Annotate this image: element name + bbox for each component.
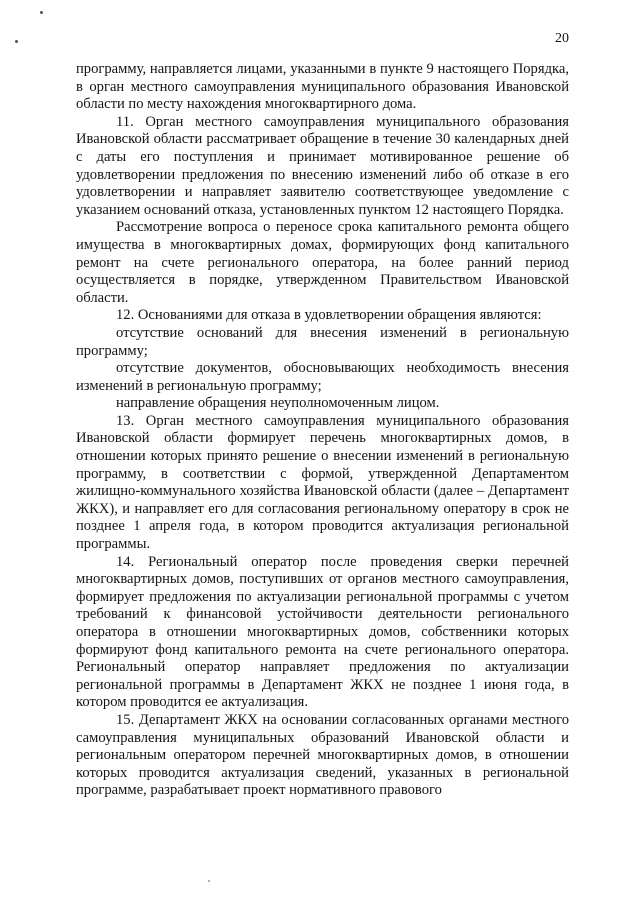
scan-speck [208, 880, 210, 882]
refusal-reason-3: направление обращения неуполномоченным лицом. [116, 395, 440, 412]
paragraph-15: 15. Департамент ЖКХ на основании согласованных органами местного самоуправления муниципальных образований Ивановской области и региональным оператором перечней многоквартирных домов, в отношении которых проводится актуализация сведений, указанных в региональной программе, разрабатывает проект нормативного правового [76, 711, 569, 799]
paragraph-13: 13. Орган местного самоуправления муниципального образования Ивановской области формирует перечень многоквартирных домов, в отношении которых принято решение о внесении изменений в региональную программу, в соответствии с формой, утвержденной Департаментом жилищно-коммунального хозяйства Ивановской области (далее – Департамент ЖКХ), и направляет его для согласования региональному оператору в срок не позднее 1 апреля года, в котором проводится актуализация региональной программы. [76, 412, 569, 553]
refusal-reason-2: отсутствие документов, обосновывающих необходимость внесения изменений в региональную программу; [76, 360, 569, 394]
scan-speck [15, 40, 18, 43]
paragraph-continuation: программу, направляется лицами, указанными в пункте 9 настоящего Порядка, в орган местного самоуправления муниципального образования Ивановской области по месту нахождения многоквартирного дома. [76, 61, 569, 113]
paragraph-11: 11. Орган местного самоуправления муниципального образования Ивановской области рассматривает обращение в течение 30 календарных дней с даты его поступления и принимает мотивированное решение об удовлетворении предложения по внесению изменений либо об отказе в его удовлетворении и направляет заявителю соответствующее уведомление с указанием оснований отказа, установленных пунктом 12 настоящего Порядка. [76, 113, 569, 218]
page-number: 20 [555, 31, 569, 46]
paragraph-14: 14. Региональный оператор после проведения сверки перечней многоквартирных домов, поступивших от органов местного самоуправления, формирует предложения по актуализации региональной программы с учетом требований к финансовой устойчивости деятельности регионального оператора в отношении многоквартирных домов, собственники которых формируют фонд капитального ремонта на счете регионального оператора. Региональный оператор направляет предложения по актуализации региональной программы в Департамент ЖКХ не позднее 1 июня года, в котором проводится ее актуализация. [76, 553, 569, 711]
document-body [76, 61, 569, 800]
refusal-reason-1: отсутствие оснований для внесения изменений в региональную программу; [76, 324, 569, 359]
paragraph-12: 12. Основаниями для отказа в удовлетворении обращения являются: [116, 307, 542, 324]
paragraph-11-review: Рассмотрение вопроса о переносе срока капитального ремонта общего имущества в многоквартирных домах, формирующих фонд капитального ремонт на счете регионального оператора, на более ранний период осуществляется в порядке, утвержденном Правительством Ивановской области. [76, 219, 569, 306]
scan-speck [40, 11, 43, 14]
